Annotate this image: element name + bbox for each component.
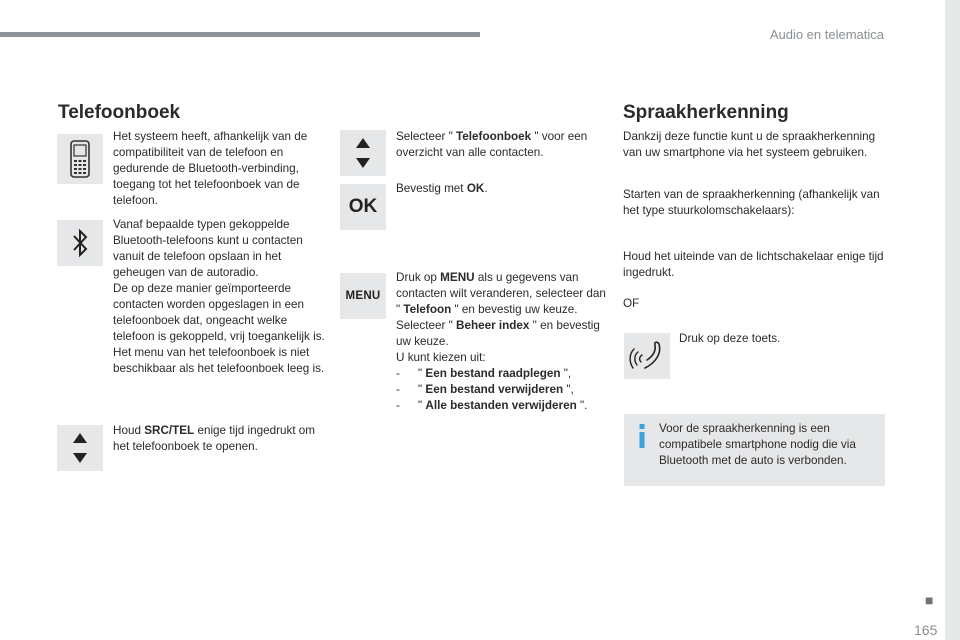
or-label: OF [623, 297, 640, 310]
up-down-arrows-box [57, 425, 103, 471]
select-telefoonboek-text [396, 129, 606, 161]
press-button-text: Druk op deze toets. [679, 332, 781, 345]
opt-pre: " [418, 399, 426, 412]
m-choose: U kunt kiezen uit: [396, 351, 486, 364]
src-pre: Houd [113, 424, 145, 437]
m-pre: Druk op [396, 271, 441, 284]
voice-button-box [624, 333, 670, 379]
side-strip [945, 0, 960, 640]
s1-bold: Telefoonboek [456, 130, 532, 143]
info-icon [637, 424, 647, 448]
opt-bold: Een bestand verwijderen [425, 383, 564, 396]
voice-command-icon [629, 339, 665, 373]
opt-bold: Een bestand raadplegen [425, 367, 561, 380]
spraak-p2: Starten van de spraakherkenning (afhankelijk van het type stuurkolomschakelaars): [623, 188, 880, 217]
m-sel-bold: Beheer index [456, 319, 530, 332]
up-down-arrows-icon [72, 431, 88, 465]
telefoonboek-intro [113, 129, 323, 209]
menu-button-box [340, 273, 386, 319]
s1-post: " voor een overzicht van alle contacten. [396, 130, 588, 159]
opt-bold: Alle bestanden verwijderen [425, 399, 577, 412]
m-bold2: Telefoon [403, 303, 452, 316]
s1-pre: Selecteer " [396, 130, 457, 143]
dash: - [396, 399, 400, 412]
spraak-start [623, 187, 885, 219]
opt-pre: " [418, 383, 426, 396]
up-down-arrows-icon [355, 136, 371, 170]
m-post: als u gegevens van contacten wilt veranderen, selecteer dan " [396, 271, 606, 316]
up-down-arrows-box-2 [340, 130, 386, 176]
ok-button-box [340, 184, 386, 230]
spraak-p3: Houd het uiteinde van de lichtschakelaar enige tijd ingedrukt. [623, 250, 884, 279]
bt-para-a: Vanaf bepaalde typen gekoppelde Bluetooth-telefoons kunt u contacten vanuit de telefoon opslaan in het geheugen van de autoradio. [113, 218, 303, 279]
opt-post: ", [563, 383, 574, 396]
info-text: Voor de spraakherkenning is een compatibele smartphone nodig die via Bluetooth met de auto is verbonden. [659, 422, 856, 467]
telefoonboek-title: Telefoonboek [58, 102, 181, 123]
dash: - [396, 383, 400, 396]
spraak-hold [623, 249, 885, 281]
mobile-phone-icon [69, 140, 91, 178]
m-sel-post: " en bevestig uw keuze. [396, 319, 600, 348]
dash: - [396, 367, 400, 380]
opt-post: ", [560, 367, 572, 380]
list-item [396, 366, 608, 382]
spraak-intro [623, 129, 885, 161]
menu-text [396, 270, 608, 414]
bluetooth-icon-box [57, 220, 103, 266]
src-tel-key: SRC/TEL [144, 424, 195, 437]
bluetooth-icon [70, 227, 90, 259]
menu-button-icon: MENU [345, 290, 381, 302]
ok-bold: OK [466, 182, 485, 195]
opt-post: ". [576, 399, 588, 412]
info-box [624, 414, 885, 486]
ok-pre: Bevestig met [396, 182, 467, 195]
ok-button-icon: OK [348, 196, 378, 217]
section-title: Audio en telematica [769, 27, 884, 42]
list-item [396, 382, 608, 398]
page-number: 165 [914, 622, 938, 638]
spraak-p1: Dankzij deze functie kunt u de spraakherkenning van uw smartphone via het systeem gebruiken. [623, 130, 876, 159]
m-post2: " en bevestig uw keuze. [451, 303, 578, 316]
src-tel-text [113, 423, 323, 455]
intro-text: Het systeem heeft, afhankelijk van de compatibiliteit van de telefoon en gedurende de Bluetooth-verbinding, toegang tot het telefoonboek van de telefoon. [113, 130, 308, 207]
page-dot: ■ [925, 592, 934, 608]
bluetooth-text [113, 217, 325, 377]
header-bar [0, 32, 480, 37]
src-post: enige tijd ingedrukt om het telefoonboek te openen. [113, 424, 316, 453]
confirm-ok-text [396, 181, 606, 197]
bt-para-b: De op deze manier geïmporteerde contacten worden opgeslagen in een telefoonboek dat, ongeacht welke telefoon is gekoppeld, vrij toegankelijk is. [113, 282, 325, 343]
spraakherkenning-title: Spraakherkenning [623, 102, 789, 123]
m-bold: MENU [440, 271, 475, 284]
ok-post: . [484, 182, 488, 195]
bt-para-c: Het menu van het telefoonboek is niet beschikbaar als het telefoonboek leeg is. [113, 346, 325, 375]
list-item [396, 398, 608, 414]
phone-icon-box [57, 134, 103, 184]
opt-pre: " [418, 367, 426, 380]
m-sel-pre: Selecteer " [396, 319, 457, 332]
